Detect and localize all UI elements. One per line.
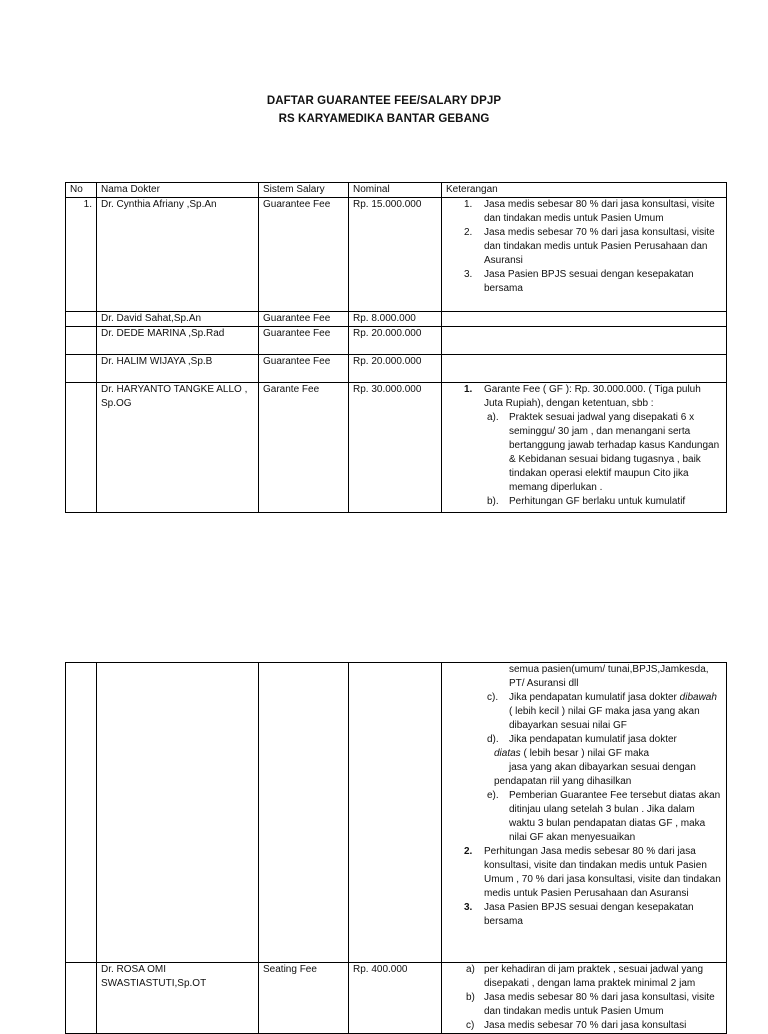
doctor-name: Dr. HARYANTO TANGKE ALLO , Sp.OG	[97, 383, 259, 513]
list-item: a) per kehadiran di jam praktek , sesuai jadwal yang disepakati , dengan lama praktek minimal 2 jam	[466, 964, 704, 989]
list-item: 2. Jasa medis sebesar 70 % dari jasa konsultasi, visite dan tindakan medis untuk Pasien Perusahaan dan Asuransi	[464, 227, 715, 266]
list-item: 3. Jasa Pasien BPJS sesuai dengan kesepakatan bersama	[464, 902, 694, 927]
nominal-value: Rp. 20.000.000	[349, 355, 442, 383]
document-title: DAFTAR GUARANTEE FEE/SALARY DPJP	[266, 95, 502, 107]
doctor-name: Dr. David Sahat,Sp.An	[97, 312, 259, 327]
keterangan-cell	[442, 963, 727, 1034]
table-row	[66, 663, 727, 963]
list-item: jasa yang akan dibayarkan sesuai dengan	[509, 762, 696, 773]
salary-system: Guarantee Fee	[259, 327, 349, 355]
list-item: 3. Jasa Pasien BPJS sesuai dengan kesepakatan bersama	[464, 269, 694, 294]
list-item: 1. Jasa medis sebesar 80 % dari jasa konsultasi, visite dan tindakan medis untuk Pasien Umum	[464, 199, 715, 224]
salary-system: Guarantee Fee	[259, 312, 349, 327]
list-item: d). Jika pendapatan kumulatif jasa dokter	[487, 734, 677, 745]
keterangan-cell	[442, 663, 727, 963]
table-header-row	[66, 183, 727, 198]
header-sistem: Sistem Salary	[259, 183, 349, 198]
list-item: e). Pemberian Guarantee Fee tersebut diatas akan ditinjau ulang setelah 3 bulan . Jika dalam waktu 3 bulan pendapatan diatas GF , maka nilai GF akan menyesuaikan	[487, 790, 721, 843]
table-row	[66, 963, 727, 1034]
table-row	[66, 355, 727, 383]
salary-system: Guarantee Fee	[259, 198, 349, 312]
list-item: c) Jasa medis sebesar 70 % dari jasa konsultasi	[466, 1020, 687, 1031]
doctor-name: Dr. HALIM WIJAYA ,Sp.B	[97, 355, 259, 383]
table-row	[66, 383, 727, 513]
list-item: 2. Perhitungan Jasa medis sebesar 80 % dari jasa konsultasi, visite dan tindakan medis untuk Pasien Umum , 70 % dari jasa konsultasi, visite dan tindakan medis untuk Pasien Perusahaan dan Asuransi	[464, 846, 721, 899]
list-item: c). Jika pendapatan kumulatif jasa dokter dibawah ( lebih kecil ) nilai GF maka jasa yang akan dibayarkan sesuai nilai GF	[487, 692, 717, 731]
doctor-name: Dr. DEDE MARINA ,Sp.Rad	[97, 327, 259, 355]
list-item: pendapatan riil yang dihasilkan	[494, 776, 632, 787]
table-row	[66, 198, 727, 312]
salary-system: Seating Fee	[259, 963, 349, 1034]
header-nominal: Nominal	[349, 183, 442, 198]
list-item: a). Praktek sesuai jadwal yang disepakati 6 x seminggu/ 30 jam , dan menangani serta bertanggung jawab terhadap kasus Kandungan & Kebidanan sesuai bidang tugasnya , baik tindakan operasi elektif maupun Cito jika memang diperlukan .	[487, 412, 720, 493]
keterangan-cell	[442, 198, 727, 312]
table-row	[66, 312, 727, 327]
nominal-value: Rp. 8.000.000	[349, 312, 442, 327]
doctor-name: Dr. ROSA OMI SWASTIASTUTI,Sp.OT	[97, 963, 259, 1034]
list-item: diatas ( lebih besar ) nilai GF maka	[494, 748, 650, 759]
nominal-value: Rp. 400.000	[349, 963, 442, 1034]
keterangan-cell	[442, 383, 727, 513]
header-keterangan: Keterangan	[442, 183, 727, 198]
document-subtitle: RS KARYAMEDIKA BANTAR GEBANG	[278, 113, 490, 125]
list-item: semua pasien(umum/ tunai,BPJS,Jamkesda, PT/ Asuransi dll	[509, 664, 709, 689]
salary-system: Guarantee Fee	[259, 355, 349, 383]
header-nama: Nama Dokter	[97, 183, 259, 198]
doctor-name: Dr. Cynthia Afriany ,Sp.An	[97, 198, 259, 312]
list-item: 1. Garante Fee ( GF ): Rp. 30.000.000. ( Tiga puluh Juta Rupiah), dengan ketentuan, sbb :	[464, 384, 701, 409]
nominal-value: Rp. 30.000.000	[349, 383, 442, 513]
salary-table-continued	[65, 662, 727, 1034]
header-no: No	[66, 183, 97, 198]
row-no: 1.	[66, 198, 97, 312]
salary-system: Garante Fee	[259, 383, 349, 513]
table-row	[66, 327, 727, 355]
salary-table	[65, 182, 727, 513]
list-item: b). Perhitungan GF berlaku untuk kumulatif	[487, 496, 686, 507]
nominal-value: Rp. 15.000.000	[349, 198, 442, 312]
nominal-value: Rp. 20.000.000	[349, 327, 442, 355]
list-item: b) Jasa medis sebesar 80 % dari jasa konsultasi, visite dan tindakan medis untuk Pasien Umum	[466, 992, 715, 1017]
